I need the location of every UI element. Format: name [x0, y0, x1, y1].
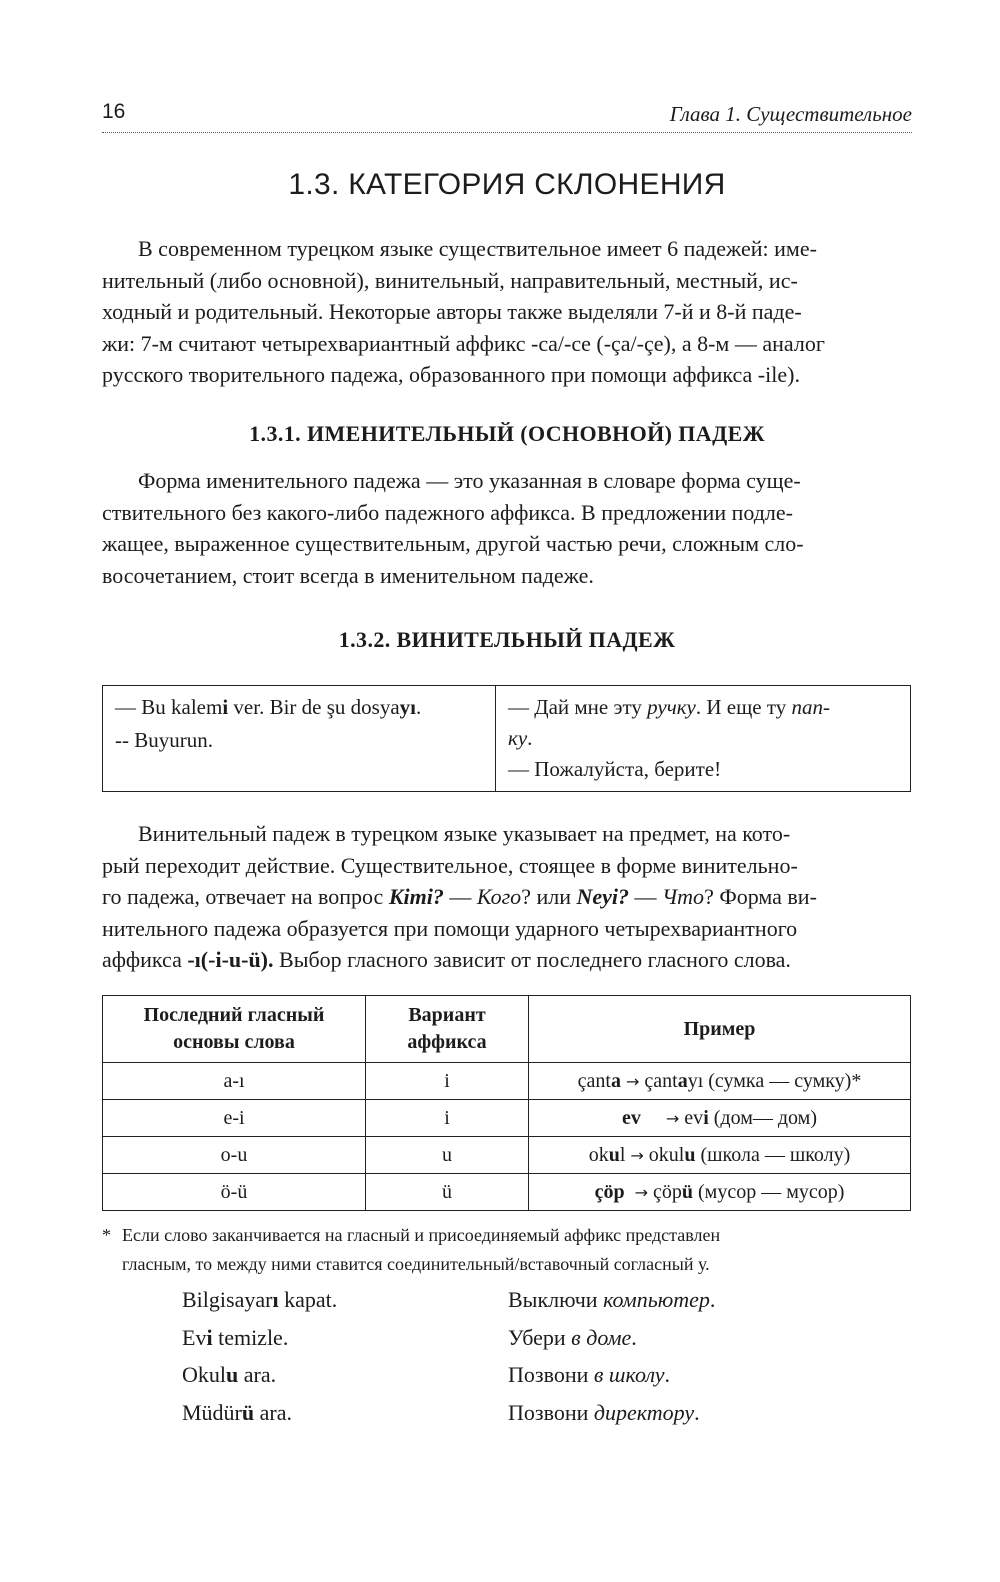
section-title-accusative: 1.3.2. ВИНИТЕЛЬНЫЙ ПАДЕЖ: [338, 627, 676, 652]
table-row: [103, 1063, 911, 1100]
example-turkish: Müdürü ara.: [182, 1399, 292, 1425]
cell-vowel: e-i: [103, 1100, 366, 1137]
affix-table-header: [103, 996, 911, 1063]
table-row: [103, 1100, 911, 1137]
nominative-line: восочетанием, стоит всегда в именительном падеже.: [102, 562, 594, 588]
accusative-paragraph: [102, 818, 912, 976]
example-russian: Позвони директору.: [508, 1399, 700, 1425]
intro-line: русского творительного падежа, образованного при помощи аффикса -ile).: [102, 362, 800, 387]
table-row: [103, 1174, 911, 1211]
nominative-line: жащее, выраженное существительным, другой частью речи, сложным сло-: [102, 531, 804, 556]
dialog-russian-line: — Пожалуйста, берите!: [508, 757, 722, 781]
nominative-line: Форма именительного падежа — это указанная в словаре форма суще-: [138, 468, 801, 493]
cell-vowel: a-ı: [103, 1063, 366, 1100]
cell-affix: i: [366, 1100, 529, 1137]
running-header: [102, 98, 912, 133]
arrow-icon: →: [665, 1108, 680, 1128]
intro-line: В современном турецком языке существительное имеет 6 падежей: име-: [138, 236, 817, 261]
footnote: [102, 1221, 912, 1279]
list-item: [182, 1400, 912, 1438]
cell-affix: u: [366, 1137, 529, 1174]
cell-example: çöp → çöpü (мусор — мусор): [529, 1174, 911, 1211]
dialog-russian-line: — Дай мне эту ручку. И еще ту пап-: [508, 695, 831, 719]
page-number: 16: [102, 100, 126, 123]
example-turkish: Bilgisayarı kapat.: [182, 1287, 338, 1312]
footnote-mark: *: [102, 1225, 111, 1245]
cell-vowel: ö-ü: [103, 1174, 366, 1211]
example-turkish: Okulu ara.: [182, 1362, 277, 1387]
dialog-russian-line: ку.: [508, 726, 533, 750]
dialog-turkish-line: — Bu kalemi ver. Bir de şu dosyayı.: [115, 695, 422, 719]
cell-example: çanta → çantayı (сумка — сумку)*: [529, 1063, 911, 1100]
cell-affix: i: [366, 1063, 529, 1100]
example-russian: Позвони в школу.: [508, 1362, 671, 1387]
accusative-line: го падежа, отвечает на вопрос Kimi? — Кого? или Neyi? — Что? Форма ви-: [102, 884, 817, 909]
cell-vowel: o-u: [103, 1137, 366, 1174]
example-turkish: Evi temizle.: [182, 1324, 289, 1350]
accusative-line: Винительный падеж в турецком языке указывает на предмет, на кото-: [138, 821, 791, 846]
example-russian: Убери в доме.: [508, 1324, 637, 1350]
dialog-row: [103, 686, 911, 792]
section-title-nominative: 1.3.1. ИМЕНИТЕЛЬНЫЙ (ОСНОВНОЙ) ПАДЕЖ: [249, 421, 765, 446]
cell-affix: ü: [366, 1174, 529, 1211]
affix-table: [102, 995, 911, 1211]
cell-example: ev → evi (дом— дом): [529, 1100, 911, 1137]
nominative-paragraph: [102, 465, 912, 591]
dialog-turkish-line: -- Buyurun.: [115, 728, 213, 752]
footnote-line: Если слово заканчивается на гласный и присоединяемый аффикс представлен: [122, 1225, 721, 1245]
intro-paragraph: [102, 233, 912, 391]
header-affix-variant: Вариант аффикса: [366, 996, 529, 1063]
dialog-russian: [496, 686, 911, 792]
accusative-line: аффикса -ı(-i-u-ü). Выбор гласного зависит от последнего гласного слова.: [102, 947, 791, 972]
cell-example: okul → okulu (школа — школу): [529, 1137, 911, 1174]
accusative-line: нительного падежа образуется при помощи ударного четырехвариантного: [102, 915, 798, 941]
table-row: [103, 1137, 911, 1174]
list-item: [182, 1362, 912, 1400]
intro-line: ходный и родительный. Некоторые авторы также выделяли 7-й и 8-й паде-: [102, 299, 802, 324]
example-sentences: [182, 1287, 912, 1437]
list-item: [182, 1287, 912, 1325]
intro-line: нительный (либо основной), винительный, направительный, местный, ис-: [102, 267, 798, 293]
nominative-line: ствительного без какого-либо падежного аффикса. В предложении подле-: [102, 499, 793, 525]
intro-line: жи: 7-м считают четырехвариантный аффикс -ca/-ce (-ça/-çe), а 8-м — аналог: [102, 330, 825, 356]
dialog-table: [102, 685, 911, 792]
running-head: Глава 1. Существительное: [669, 102, 912, 126]
accusative-line: рый переходит действие. Существительное, стоящее в форме винительно-: [102, 852, 798, 878]
footnote-line: гласным, то между ними ставится соединительный/вставочный согласный у.: [122, 1254, 710, 1274]
arrow-icon: →: [630, 1145, 644, 1165]
list-item: [182, 1325, 912, 1363]
chapter-title: 1.3. КАТЕГОРИЯ СКЛОНЕНИЯ: [288, 168, 726, 201]
arrow-icon: →: [625, 1071, 640, 1091]
header-example: Пример: [529, 996, 911, 1063]
arrow-icon: →: [634, 1182, 648, 1202]
header-last-vowel: Последний гласный основы слова: [103, 996, 366, 1063]
example-russian: Выключи компьютер.: [508, 1287, 716, 1312]
dialog-turkish: [103, 686, 496, 792]
